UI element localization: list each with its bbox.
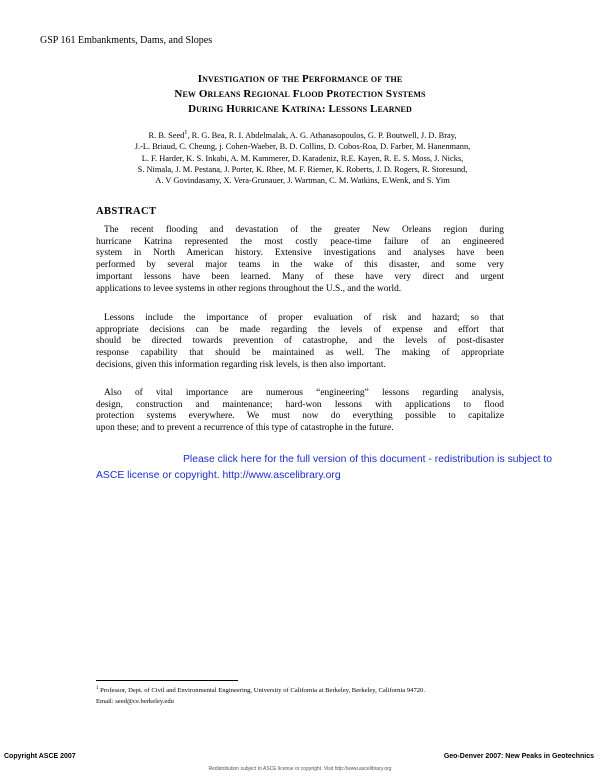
text-line: decisions, given this information regarding risk levels, is then also important.	[96, 359, 386, 370]
footer-conference: Geo-Denver 2007: New Peaks in Geotechnics	[443, 753, 594, 760]
text-line: hurricane Katrina represented the most costly peace-time failure of an engineered	[96, 236, 504, 247]
footer-redistribution-note: Redistribution subject to ASCE license or copyright. Visit http://www.ascelibrary.org	[208, 766, 392, 772]
text-line: appropriate decisions can be made regarding the levels of expense and effort that	[96, 324, 504, 335]
text-line: important lessons have been learned. Many of these have very direct and urgent	[96, 271, 504, 282]
abstract-heading: ABSTRACT	[96, 206, 157, 217]
abstract-paragraph-1	[96, 225, 504, 295]
text-line: Lessons include the importance of proper evaluation of risk and hazard; so that	[104, 313, 504, 323]
paper-title	[60, 72, 540, 117]
footnote-email: Email: seed@ce.berkeley.edu	[96, 698, 174, 705]
footnote-marker: 1	[96, 685, 99, 691]
link-line[interactable]: Please click here for the full version of this document - redistribution is subject to	[183, 454, 553, 465]
author-list	[80, 130, 525, 186]
author-line: A. V Govindasamy, X. Vera-Grunauer, J. Wartman, C. M. Watkins, E.Wenk, and S. Yim	[155, 176, 450, 186]
text-line: design, construction and maintenance; hard-won lessons with applications to flood	[96, 399, 504, 410]
footnote-divider	[96, 680, 238, 681]
text-line: Also of vital importance are numerous “engineering” lessons regarding analysis,	[104, 388, 504, 398]
text-line: system in North American history. Extensive investigations and analyses have been	[96, 248, 504, 259]
text-line: performed by several major teams in the wake of this disaster, and some very	[96, 260, 504, 271]
first-author: R. B. Seed	[148, 131, 185, 140]
title-line: Investigation of the Performance of the	[197, 73, 403, 85]
footnote-marker: 1	[184, 130, 188, 137]
text-line: upon these; and to prevent a recurrence of this type of catastrophe in the future.	[96, 423, 394, 434]
footnote-line	[96, 685, 516, 696]
author-line	[80, 130, 525, 141]
text-line: applications to levee systems in other regions throughout the U.S., and the world.	[96, 283, 402, 294]
text-line: should be directed towards prevention of catastrophe, and the levels of post-disaster	[96, 336, 504, 347]
author-line: L. F. Harder, K. S. Inkabi, A. M. Kammerer, D. Karadeniz, R.E. Kayen, R. E. S. Moss, J. Nicks,	[141, 153, 464, 163]
footnote	[96, 685, 516, 707]
footer-copyright: Copyright ASCE 2007	[4, 753, 76, 760]
text-line: response capability that should be maintained as well. The making of appropriate	[96, 348, 504, 359]
abstract-paragraph-2	[96, 313, 504, 372]
title-line: New Orleans Regional Flood Protection Systems	[174, 88, 426, 100]
abstract-paragraph-3	[96, 388, 504, 435]
text-line: protection systems everywhere. We must now do everything possible to capitalize	[96, 411, 504, 422]
footnote-affiliation: Professor, Dept. of Civil and Environmental Engineering, University of California at Berkeley, Berkeley, California 94720.	[100, 687, 425, 694]
link-line[interactable]: ASCE license or copyright. http://www.ascelibrary.org	[96, 470, 341, 481]
author-line: S. Nimala, J. M. Pestana, J. Porter, K. Rhee, M. F. Riemer, K. Roberts, J. D. Rogers, R. Storesund,	[137, 164, 468, 174]
title-line: During Hurricane Katrina: Lessons Learned	[188, 103, 412, 115]
running-head: GSP 161 Embankments, Dams, and Slopes	[40, 35, 213, 46]
full-version-link[interactable]	[96, 452, 563, 484]
author-line-rest: , R. G. Bea, R. I. Abdelmalak, A. G. Athanasopoulos, G. P. Boutwell, J. D. Bray,	[187, 131, 457, 140]
author-line: J.-L. Briaud, C. Cheung, j. Cohen-Waeber, B. D. Collins, D. Cobos-Roa, D. Farber, M. Hanenmann,	[134, 142, 471, 152]
text-line: The recent flooding and devastation of the greater New Orleans region during	[104, 225, 504, 235]
